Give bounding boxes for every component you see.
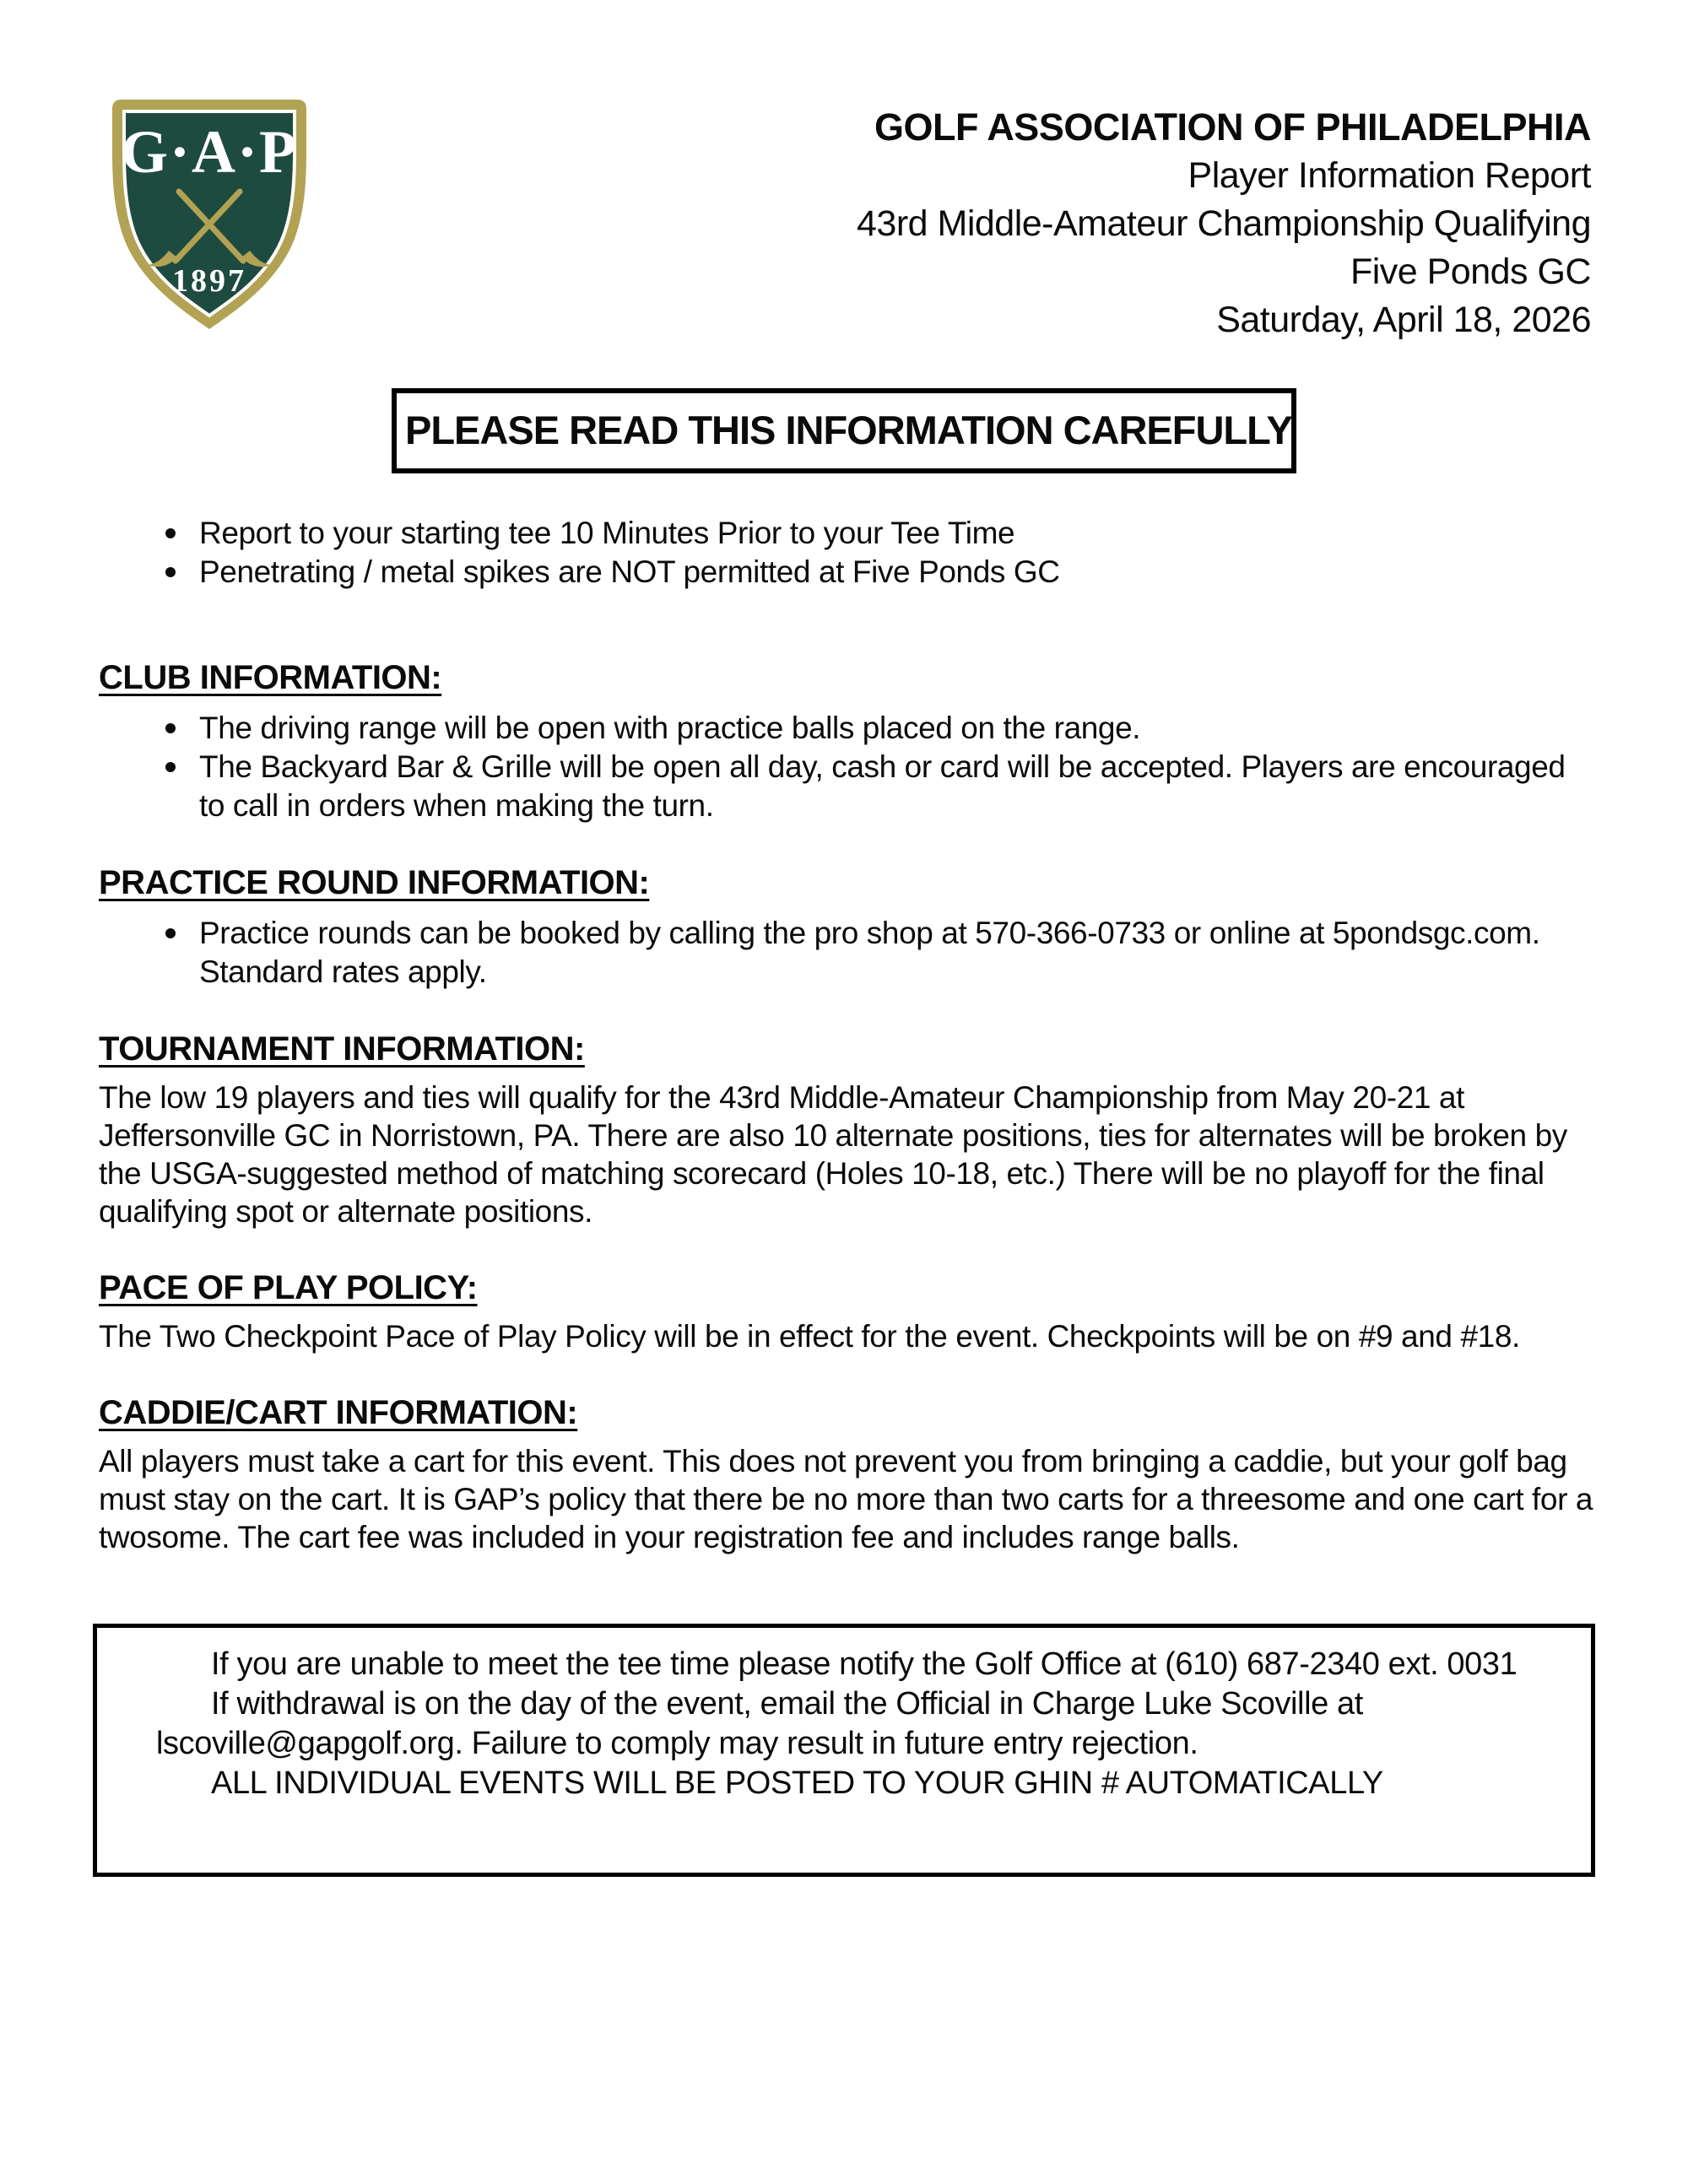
general-note-item: Report to your starting tee 10 Minutes Prior to your Tee Time bbox=[160, 514, 1595, 553]
caddie-cart-paragraph: All players must take a cart for this event. This does not prevent you from bringing a caddie, but your golf bag must stay on the cart. It is GAP’s policy that there be no more than two carts for a threesome and one cart for a twosome. The cart fee was included in your registration fee and includes range balls. bbox=[99, 1444, 1593, 1554]
header-event-name: 43rd Middle-Amateur Championship Qualifying bbox=[857, 203, 1591, 244]
general-notes-list bbox=[160, 514, 1595, 592]
section-heading: CLUB INFORMATION: bbox=[99, 659, 442, 696]
list-item: Practice rounds can be booked by calling the pro shop at 570-366-0733 or online at 5pondsgc.com. Standard rates apply. bbox=[160, 914, 1595, 992]
tournament-information-paragraph: The low 19 players and ties will qualify for the 43rd Middle-Amateur Championship from May 20-21 at Jeffersonville GC in Norristown, PA. There are also 10 alternate positions, ties for alternates will be broken by the USGA-suggested method of matching scorecard (Holes 10-18, etc.) There will be no playoff for the final qualifying spot or alternate positions. bbox=[99, 1080, 1567, 1229]
notice-banner bbox=[392, 388, 1296, 473]
gap-logo bbox=[99, 90, 320, 331]
section-pace-of-play bbox=[99, 1269, 1595, 1355]
header-date: Saturday, April 18, 2026 bbox=[1216, 300, 1591, 340]
report-body bbox=[99, 659, 1595, 1556]
logo-year: 1897 bbox=[172, 263, 246, 299]
list-item: The driving range will be open with practice balls placed on the range. bbox=[160, 709, 1595, 748]
section-practice-round bbox=[99, 864, 1595, 992]
withdrawal-paragraph: If withdrawal is on the day of the event, email the Official in Charge Luke Scoville at lscoville@gapgolf.org. Failure to comply may result in future entry rejection. bbox=[156, 1686, 1363, 1761]
header-venue: Five Ponds GC bbox=[1350, 251, 1591, 292]
section-heading: PRACTICE ROUND INFORMATION: bbox=[99, 864, 650, 901]
section-caddie-cart bbox=[99, 1394, 1595, 1556]
section-heading: TOURNAMENT INFORMATION: bbox=[99, 1030, 585, 1068]
header-title-block bbox=[320, 103, 1591, 344]
list-item: The Backyard Bar & Grille will be open all day, cash or card will be accepted. Players are encouraged to call in orders when making the turn. bbox=[160, 748, 1595, 825]
section-tournament-information bbox=[99, 1030, 1595, 1230]
section-club-information bbox=[99, 659, 1595, 825]
practice-round-list bbox=[160, 914, 1595, 992]
general-note-item: Penetrating / metal spikes are NOT permitted at Five Ponds GC bbox=[160, 553, 1595, 592]
header-org-name: GOLF ASSOCIATION OF PHILADELPHIA bbox=[874, 105, 1591, 149]
section-heading: PACE OF PLAY POLICY: bbox=[99, 1269, 478, 1306]
notice-banner-text: PLEASE READ THIS INFORMATION CAREFULLY bbox=[405, 408, 1292, 452]
logo-acronym: G·A·P bbox=[120, 118, 299, 186]
notify-office-paragraph: If you are unable to meet the tee time please notify the Golf Office at (610) 687-2340 ext. 0031 bbox=[211, 1646, 1518, 1682]
ghin-posting-paragraph: ALL INDIVIDUAL EVENTS WILL BE POSTED TO YOUR GHIN # AUTOMATICALLY bbox=[211, 1765, 1383, 1801]
club-information-list bbox=[160, 709, 1595, 825]
section-heading: CADDIE/CART INFORMATION: bbox=[99, 1394, 578, 1431]
gap-shield-icon bbox=[99, 90, 320, 331]
report-header bbox=[0, 0, 1688, 344]
header-report-type: Player Information Report bbox=[1188, 155, 1591, 196]
withdrawal-notice-box bbox=[93, 1624, 1595, 1877]
pace-of-play-paragraph: The Two Checkpoint Pace of Play Policy will be in effect for the event. Checkpoints will be on #9 and #18. bbox=[99, 1319, 1520, 1354]
